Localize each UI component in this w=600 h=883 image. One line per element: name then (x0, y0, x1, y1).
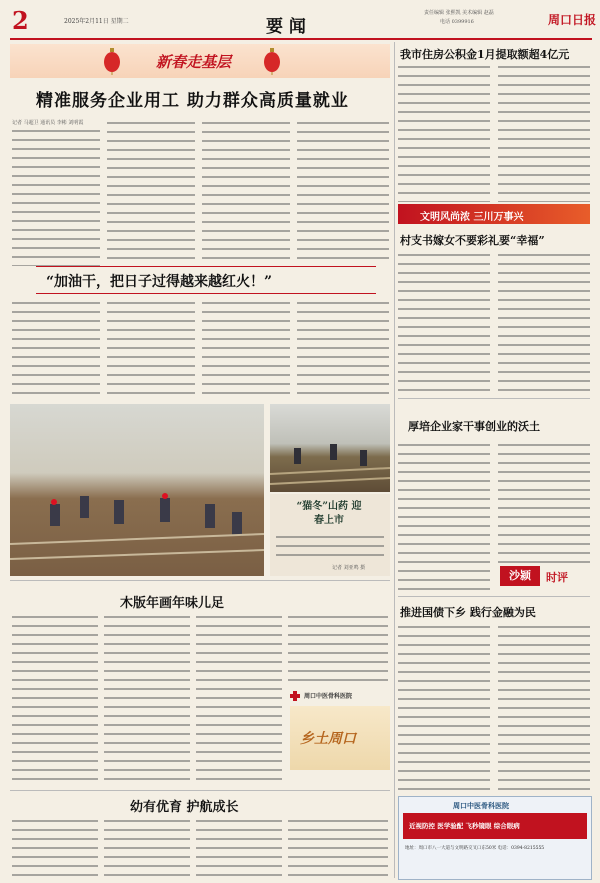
hospital-ad (398, 796, 592, 880)
divider (10, 790, 390, 791)
column-badge (500, 566, 590, 586)
township-logo (290, 706, 390, 770)
page-header (0, 0, 600, 40)
main-text-col8 (297, 300, 389, 398)
main-text-col6 (107, 300, 195, 398)
photo-caption-box (270, 494, 390, 576)
divider (10, 580, 390, 581)
fund-text-col1 (398, 64, 490, 202)
childcare-text-col1 (12, 818, 98, 878)
childcare-text-col3 (196, 818, 282, 878)
editor-info: 责任编辑 张熙凯 美术编辑 赵磊 (424, 10, 494, 16)
banner-title: 新春走基层 (156, 53, 232, 71)
fund-text-col2 (498, 64, 590, 202)
fund-headline: 我市住房公积金1月提取额超4亿元 (400, 48, 570, 61)
childcare-text-col4 (288, 818, 388, 878)
main-text-col2 (107, 120, 195, 266)
newspaper-logo: 周口日报 (548, 13, 597, 27)
main-text-col3 (202, 120, 290, 266)
township-logo-text: 乡土周口 (300, 731, 356, 747)
field-photo-small-art (270, 404, 390, 492)
editor-phone: 电话 0399916 (440, 19, 474, 25)
ad-brand: 周口中医骨科医院 (453, 801, 509, 810)
main-text-col4 (297, 120, 389, 266)
main-text-col1 (12, 128, 100, 266)
field-photo-large (10, 404, 264, 576)
photo-caption-text (276, 534, 384, 562)
newyear-text-col1 (12, 614, 98, 784)
main-text-col7 (202, 300, 290, 398)
divider (398, 596, 590, 597)
main-headline: 精准服务企业用工 助力群众高质量就业 (36, 91, 349, 111)
editorial-text-col2 (498, 442, 590, 566)
divider (398, 398, 590, 399)
civ-text-col2 (498, 252, 590, 394)
rural-text-col2 (498, 624, 590, 792)
newyear-text-col2 (104, 614, 190, 784)
civilization-headline: 村支书嫁女不要彩礼要“幸福” (400, 234, 545, 247)
childcare-text-col2 (104, 818, 190, 878)
editorial-headline: 厚培企业家干事创业的沃土 (408, 420, 540, 433)
newyear-text-col4 (288, 614, 388, 686)
photo-caption-title: “猫冬”山药 迎春上市 (296, 501, 362, 526)
rural-text-col1 (398, 624, 490, 792)
lantern-icon (102, 47, 122, 75)
ad-address: 地址：周口市八一大道与文明路交叉口东50米 电话：0394-8215555 (405, 846, 545, 851)
column-badge-tag: 时评 (546, 571, 568, 584)
rural-headline: 推进国债下乡 践行金融为民 (400, 606, 536, 619)
pull-quote (36, 266, 376, 294)
newyear-headline: 木版年画年味儿足 (120, 596, 225, 611)
main-byline: 记者 马超卫 通讯员 李彬 刘明霞 (12, 120, 84, 126)
lantern-icon (262, 47, 282, 75)
civilization-banner (398, 204, 590, 224)
ad-slogan-bar (403, 813, 587, 839)
column-divider (394, 42, 395, 878)
header-rule (10, 38, 592, 40)
field-photo-art (10, 404, 264, 576)
hospital-tag (290, 690, 390, 702)
editorial-text-col1 (398, 442, 490, 592)
pull-quote-text: “加油干，把日子过得越来越红火！” (46, 274, 273, 290)
main-text-col5 (12, 300, 100, 398)
banner-strip (10, 44, 390, 78)
newyear-text-col3 (196, 614, 282, 784)
field-photo-small (270, 404, 390, 492)
civ-text-col1 (398, 252, 490, 394)
hospital-tag-label: 周口中医骨科医院 (304, 693, 353, 700)
ad-slogan: 近视防控 医学验配 飞秒镜眼 综合眼病 (409, 822, 520, 830)
photo-credit: 记者 刘亚鸣 摄 (332, 565, 366, 571)
column-badge-name: 沙颍 (500, 566, 540, 586)
issue-date: 2025年2月11日 星期二 (64, 18, 129, 25)
section-title: 要 闻 (266, 17, 306, 37)
page-number: 2 (12, 6, 29, 35)
cross-icon (290, 691, 300, 701)
civilization-banner-text: 文明风尚浓 三川万事兴 (420, 212, 524, 223)
childcare-headline: 幼有优育 护航成长 (130, 800, 239, 815)
